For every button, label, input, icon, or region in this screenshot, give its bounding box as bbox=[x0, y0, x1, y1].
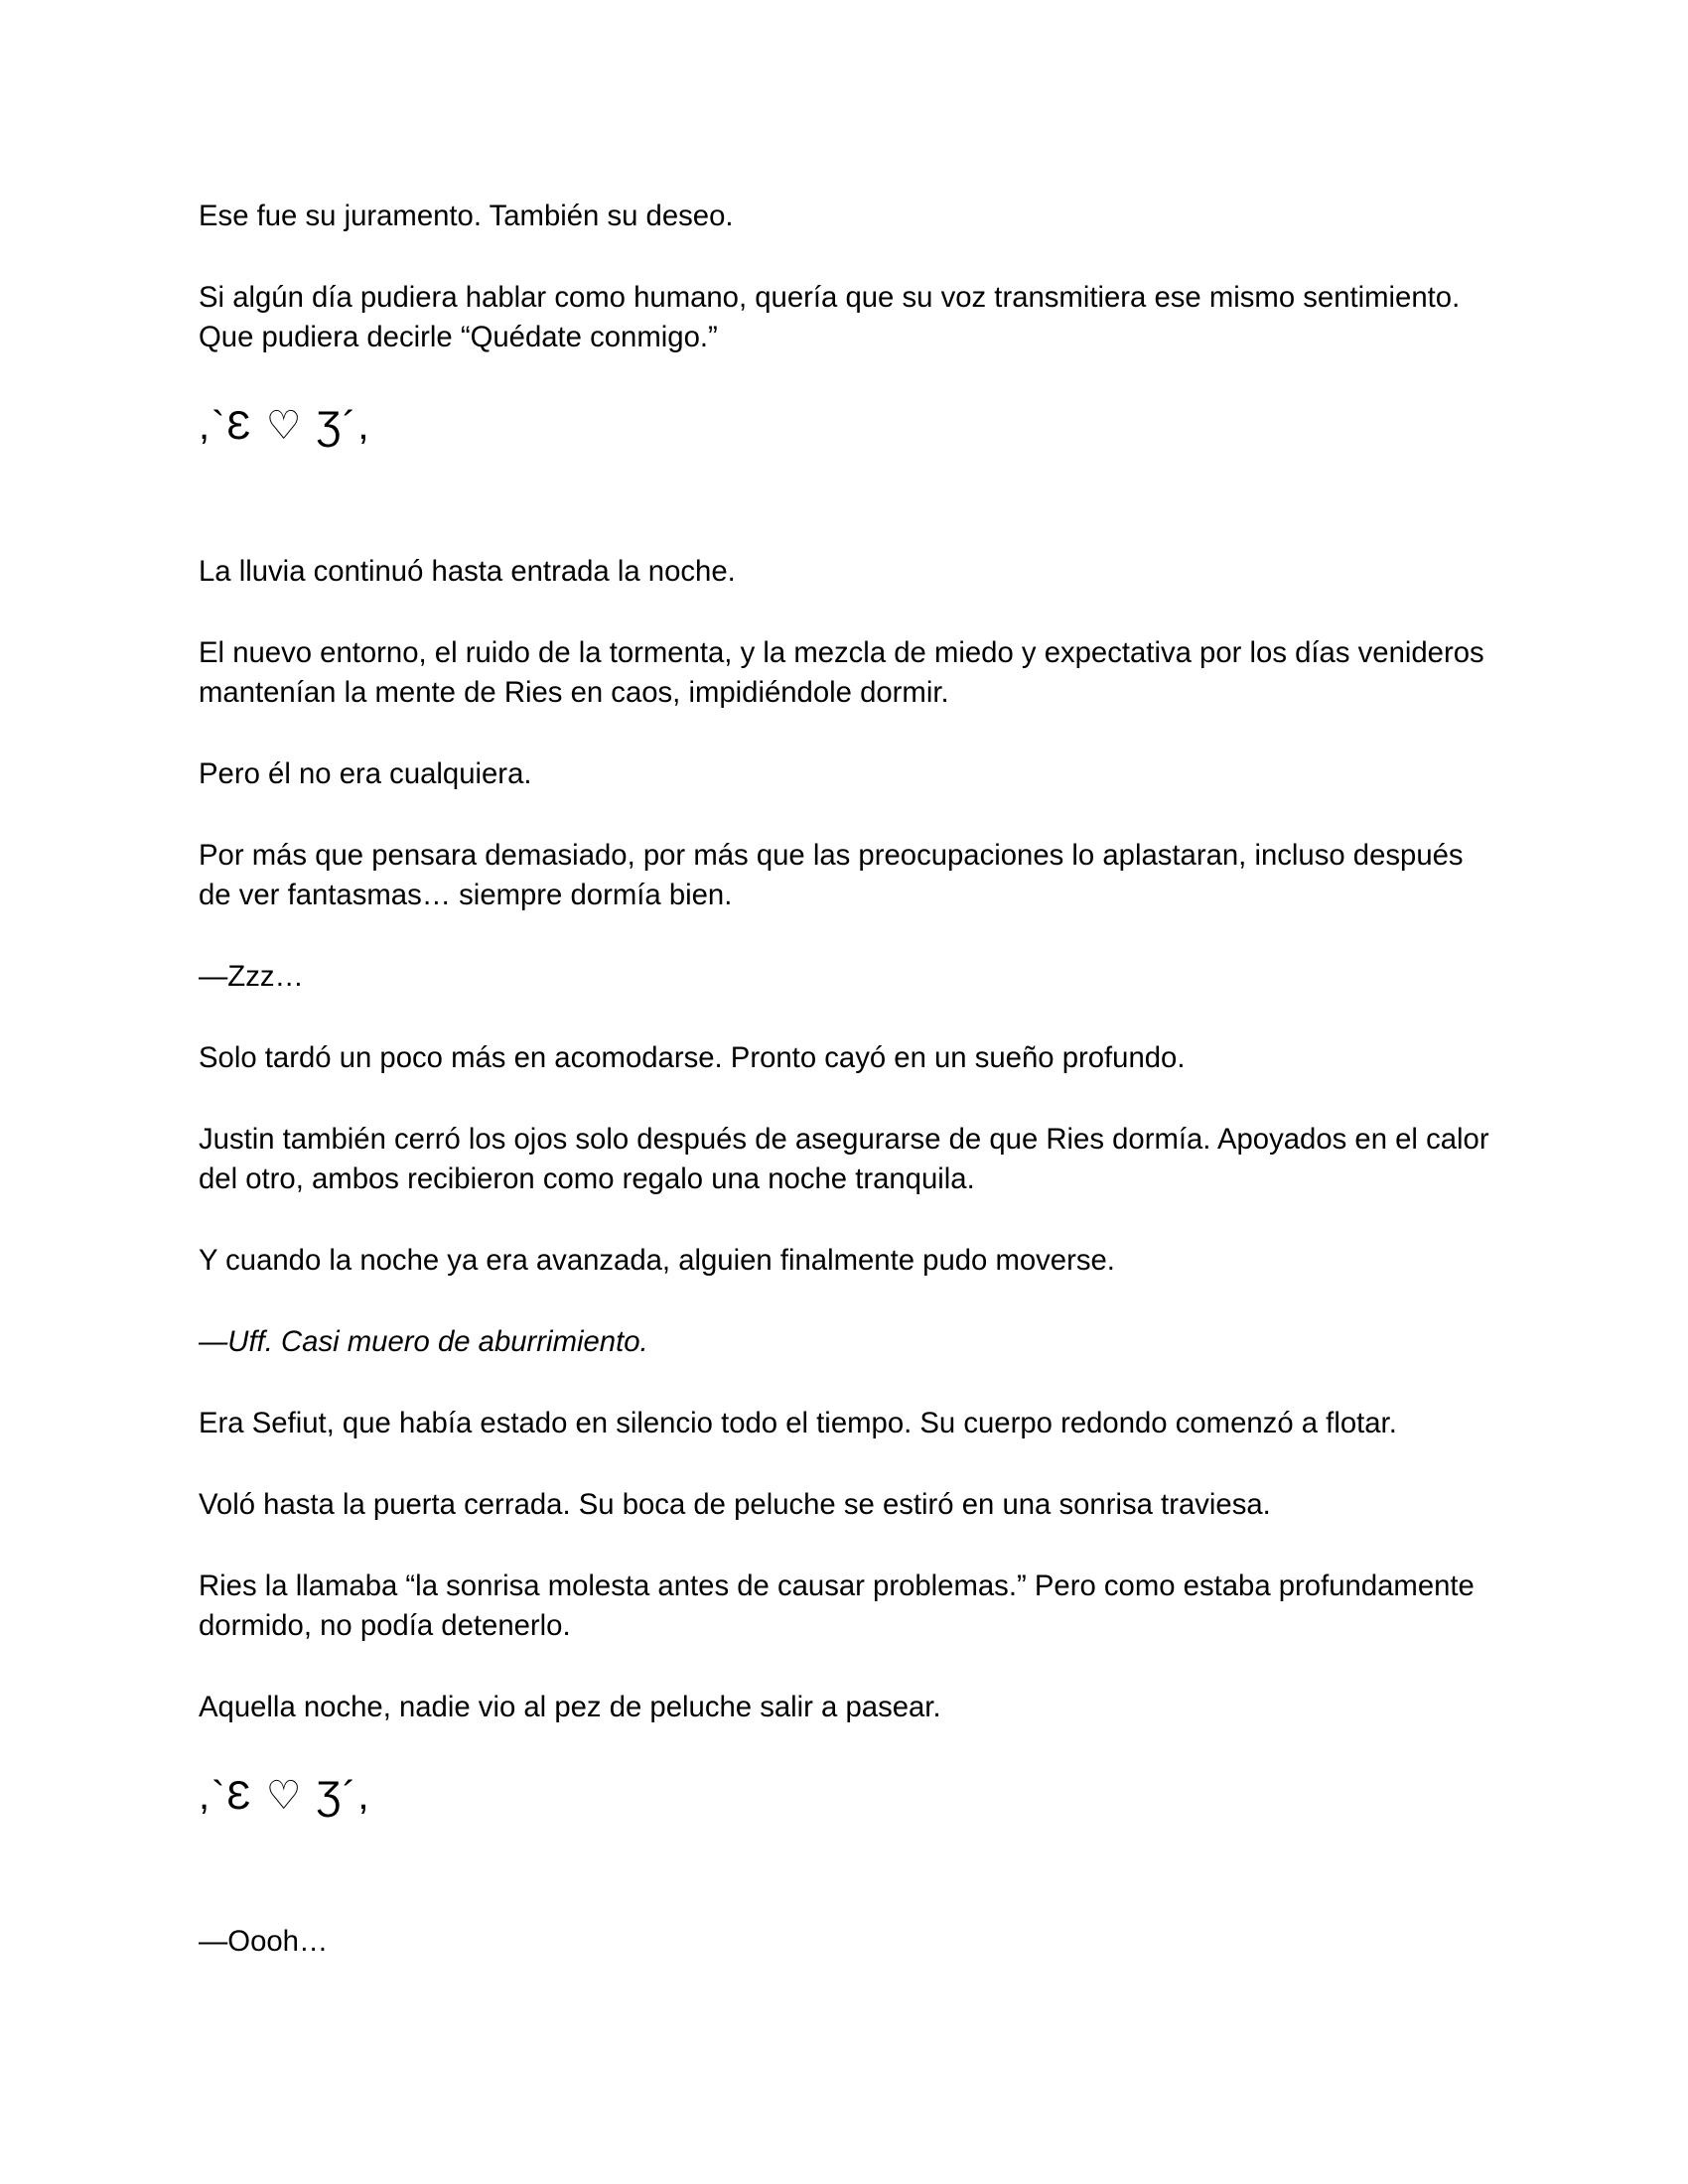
paragraph-sueno-profundo: Solo tardó un poco más en acomodarse. Pronto cayó en un sueño profundo. bbox=[199, 1041, 1186, 1074]
dialogue-zzz: —Zzz… bbox=[199, 960, 304, 993]
paragraph-justin: Justin también cerró los ojos solo después de asegurarse de que Ries dormía. Apoyados en el calor del otro, ambos recibieron como regalo una noche tranquila. bbox=[199, 1123, 1497, 1195]
paragraph-puerta: Voló hasta la puerta cerrada. Su boca de peluche se estiró en una sonrisa traviesa. bbox=[199, 1488, 1271, 1521]
dialogue-oooh: —Oooh… bbox=[199, 1925, 329, 1958]
kaomoji-heart-divider-1: ,`Ɛ ♡ Ʒ´, bbox=[199, 404, 371, 448]
paragraph-entorno: El nuevo entorno, el ruido de la tormenta, y la mezcla de miedo y expectativa por los días venideros mantenían la mente de Ries en caos, impidiéndole dormir. bbox=[199, 636, 1492, 709]
paragraph-noche-avanzada: Y cuando la noche ya era avanzada, alguien finalmente pudo moverse. bbox=[199, 1244, 1115, 1277]
paragraph-lluvia: La lluvia continuó hasta entrada la noche. bbox=[199, 555, 736, 588]
paragraph-sefiut: Era Sefiut, que había estado en silencio todo el tiempo. Su cuerpo redondo comenzó a flotar. bbox=[199, 1407, 1397, 1439]
paragraph-juramento: Ese fue su juramento. También su deseo. bbox=[199, 200, 734, 232]
paragraph-deseo-voz: Si algún día pudiera hablar como humano, quería que su voz transmitiera ese mismo sentimiento. Que pudiera decirle “Quédate conmigo.” bbox=[199, 281, 1469, 353]
dialogue-uff: —Uff. Casi muero de aburrimiento. bbox=[199, 1325, 648, 1358]
paragraph-dormia-bien: Por más que pensara demasiado, por más que las preocupaciones lo aplastaran, incluso después de ver fantasmas… siempre dormía bien. bbox=[199, 839, 1472, 911]
kaomoji-heart-divider-2: ,`Ɛ ♡ Ʒ´, bbox=[199, 1774, 371, 1818]
paragraph-sonrisa: Ries la llamaba “la sonrisa molesta antes de causar problemas.” Pero como estaba profundamente dormido, no podía detenerlo. bbox=[199, 1570, 1482, 1642]
paragraph-cualquiera: Pero él no era cualquiera. bbox=[199, 757, 532, 790]
paragraph-pez-peluche: Aquella noche, nadie vio al pez de peluche salir a pasear. bbox=[199, 1691, 941, 1723]
